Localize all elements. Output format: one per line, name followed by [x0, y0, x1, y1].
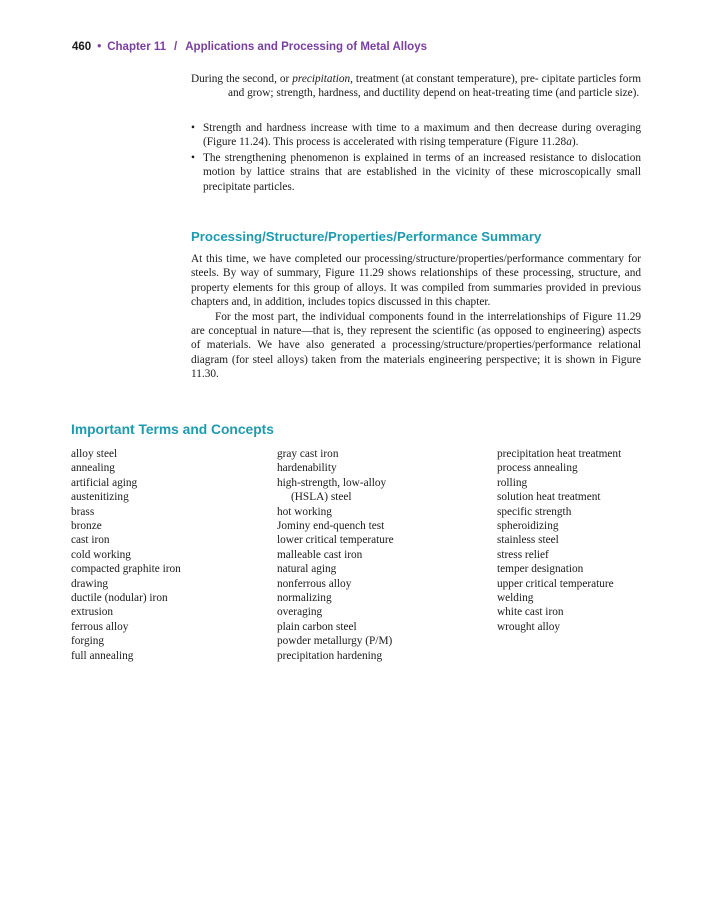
term-item: hot working	[277, 505, 332, 518]
term-item: austenitizing	[71, 491, 129, 504]
term-item-continuation: (HSLA) steel	[291, 491, 352, 504]
term-item: nonferrous alloy	[277, 577, 352, 590]
chapter-label: Chapter 11	[107, 41, 167, 53]
term-item: Jominy end-quench test	[277, 520, 385, 533]
section-heading: Processing/Structure/Properties/Performance Summary	[191, 229, 542, 244]
term-item: forging	[71, 635, 105, 648]
term-item: ferrous alloy	[71, 620, 129, 633]
terms-column-3	[497, 447, 621, 634]
continuation-paragraph	[191, 72, 641, 101]
bullet-mark: •	[191, 122, 195, 134]
term-item: ductile (nodular) iron	[71, 592, 168, 605]
terms-column-1	[71, 447, 181, 663]
term-item: cold working	[71, 548, 131, 561]
header-separator: •	[97, 41, 102, 53]
bullet-item: • Strength and hardness increase with time to a maximum and then decrease during overaging (Figure 11.24). This process is accelerated with rising temperature (Figure 11.28a).	[191, 122, 641, 149]
term-item: full annealing	[71, 649, 134, 662]
term-item: compacted graphite iron	[71, 563, 181, 576]
term-item: white cast iron	[497, 606, 564, 619]
term-item: drawing	[71, 577, 109, 590]
term-item: rolling	[497, 476, 528, 489]
summary-body	[191, 252, 641, 382]
bullet-list	[191, 121, 641, 195]
term-item: precipitation hardening	[277, 649, 383, 662]
term-item: stress relief	[497, 548, 549, 561]
term-item: artificial aging	[71, 476, 138, 489]
term-item: stainless steel	[497, 534, 559, 547]
chapter-title: Applications and Processing of Metal Alloys	[185, 41, 427, 53]
term-item: specific strength	[497, 505, 572, 518]
term-item: overaging	[277, 606, 323, 619]
term-item: lower critical temperature	[277, 534, 394, 547]
term-item: hardenability	[277, 462, 337, 475]
term-item: malleable cast iron	[277, 548, 363, 561]
term-item: extrusion	[71, 606, 114, 619]
page-number: 460	[72, 41, 92, 53]
term-item: process annealing	[497, 462, 578, 475]
term-item: alloy steel	[71, 448, 118, 460]
term-item: natural aging	[277, 563, 337, 576]
term-item: annealing	[71, 462, 115, 475]
running-header	[72, 41, 427, 53]
term-item: wrought alloy	[497, 620, 561, 633]
summary-paragraph-2: For the most part, the individual components found in the interrelationships of Figure 11.29 are conceptual in nature—that is, they represent the scientific (as opposed to engineering) aspects of materials. We have also generated a processing/structure/properties/performance relational diagram (for steel alloys) taken from the materials engineering perspective; it is shown in Figure 11.30.	[191, 310, 641, 381]
term-item: cast iron	[71, 534, 110, 547]
continuation-text: During the second, or precipitation, treatment (at constant temperature), pre- cipitate particles form and grow; strength, hardness, and ductility depend on heat-treating time (and particle size).	[191, 73, 641, 100]
term-item: bronze	[71, 520, 102, 533]
bullet-mark: •	[191, 151, 195, 164]
term-item: powder metallurgy (P/M)	[277, 635, 393, 648]
term-item: high-strength, low-alloy	[277, 476, 387, 489]
term-item: solution heat treatment	[497, 491, 601, 504]
terms-column-2	[277, 447, 394, 663]
term-item: brass	[71, 505, 95, 518]
term-item: spheroidizing	[497, 520, 559, 533]
term-item: gray cast iron	[277, 448, 339, 460]
term-item: plain carbon steel	[277, 620, 357, 633]
term-item: normalizing	[277, 592, 332, 605]
bullet-item: • The strengthening phenomenon is explained in terms of an increased resistance to dislocation motion by lattice strains that are established in the vicinity of these microscopically small precipitate particles.	[191, 151, 641, 193]
terms-heading: Important Terms and Concepts	[71, 422, 274, 437]
term-item: temper designation	[497, 563, 584, 576]
header-slash: /	[174, 41, 178, 53]
term-item: precipitation heat treatment	[497, 448, 622, 460]
term-item: upper critical temperature	[497, 577, 614, 590]
emphasis-precipitation: precipitation,	[292, 73, 353, 85]
term-item: welding	[497, 592, 534, 605]
summary-paragraph-1: At this time, we have completed our processing/structure/properties/performance commentary for steels. By way of summary, Figure 11.29 shows relationships of these processing, structure, and property elements for this group of alloys. It was compiled from summaries provided in previous chapters and, in addition, includes topics discussed in this chapter.	[191, 253, 641, 309]
